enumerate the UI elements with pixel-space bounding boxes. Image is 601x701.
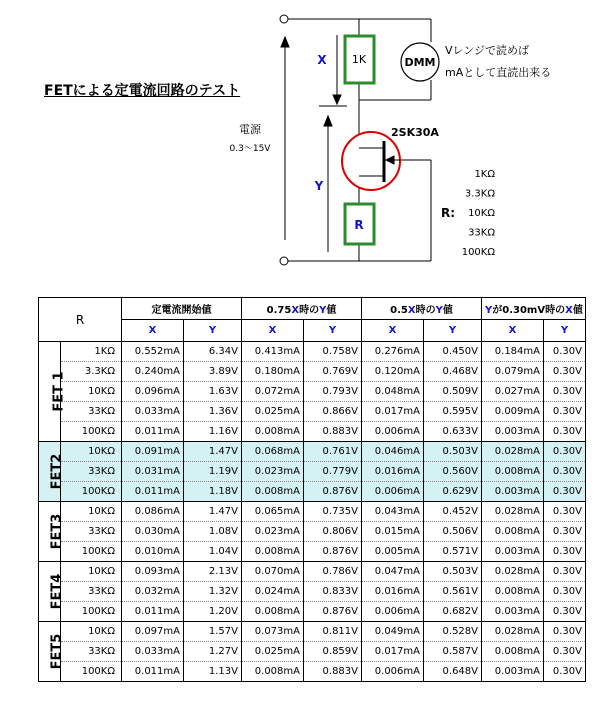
table-row (39, 462, 586, 482)
value-cell: 0.017mA (362, 642, 424, 662)
value-cell: 0.883V (304, 422, 362, 442)
value-cell: 0.031mA (122, 462, 184, 482)
value-cell: 0.046mA (362, 442, 424, 462)
value-cell: 0.769V (304, 362, 362, 382)
value-cell: 0.032mA (122, 582, 184, 602)
table-row (39, 582, 586, 602)
group-header (242, 298, 362, 320)
group-header-part: X (291, 305, 300, 316)
value-cell: 0.025mA (242, 402, 304, 422)
resistance-cell: 33KΩ (61, 522, 122, 542)
fet-group-label (39, 502, 65, 562)
value-cell: 1.32V (184, 582, 242, 602)
value-cell: 0.047mA (362, 562, 424, 582)
dmm-note-1: Vレンジで読めば (445, 44, 529, 57)
value-cell: 0.024mA (242, 582, 304, 602)
group-header-part: X (407, 305, 416, 316)
value-cell: 0.016mA (362, 462, 424, 482)
value-cell: 0.468V (424, 362, 482, 382)
value-cell: 0.003mA (482, 542, 544, 562)
x-arrow (333, 35, 341, 104)
value-cell: 0.070mA (242, 562, 304, 582)
sub-header-y: Y (304, 320, 362, 342)
group-header-part: 時の (299, 305, 320, 316)
value-cell: 0.008mA (242, 422, 304, 442)
terminal-bottom (280, 257, 288, 265)
value-cell: 0.30V (544, 662, 586, 682)
table-row (39, 382, 586, 402)
value-cell: 0.883V (304, 662, 362, 682)
resistance-cell: 33KΩ (61, 582, 122, 602)
value-cell: 1.18V (184, 482, 242, 502)
group-header-part: 値 (572, 305, 583, 316)
value-cell: 3.89V (184, 362, 242, 382)
value-cell: 0.072mA (242, 382, 304, 402)
r-list-label: R: (441, 206, 456, 220)
table-row (39, 442, 586, 462)
value-cell: 0.065mA (242, 502, 304, 522)
value-cell: 0.30V (544, 582, 586, 602)
value-cell: 0.452V (424, 502, 482, 522)
value-cell: 0.003mA (482, 602, 544, 622)
table-row (39, 362, 586, 382)
table-row (39, 602, 586, 622)
value-cell: 1.04V (184, 542, 242, 562)
value-cell: 0.876V (304, 602, 362, 622)
resistance-cell: 33KΩ (61, 642, 122, 662)
table-row (39, 482, 586, 502)
x-label: X (317, 53, 327, 67)
group-header (482, 298, 586, 320)
table-row (39, 522, 586, 542)
value-cell: 0.023mA (242, 462, 304, 482)
value-cell: 0.003mA (482, 662, 544, 682)
value-cell: 0.30V (544, 542, 586, 562)
value-cell: 1.19V (184, 462, 242, 482)
group-header-part: X (565, 305, 573, 316)
value-cell: 0.008mA (242, 602, 304, 622)
value-cell: 0.30V (544, 362, 586, 382)
value-cell: 0.595V (424, 402, 482, 422)
value-cell: 0.811V (304, 622, 362, 642)
value-cell: 6.34V (184, 342, 242, 362)
sub-header-x: X (362, 320, 424, 342)
group-header (122, 298, 242, 320)
circuit-schematic (0, 0, 601, 290)
value-cell: 0.30V (544, 602, 586, 622)
value-cell: 0.180mA (242, 362, 304, 382)
group-header-part: 時の (415, 305, 436, 316)
value-cell: 0.028mA (482, 442, 544, 462)
group-header-part: 値 (442, 305, 453, 316)
value-cell: 0.009mA (482, 402, 544, 422)
value-cell: 1.57V (184, 622, 242, 642)
value-cell: 0.561V (424, 582, 482, 602)
resistance-cell: 100KΩ (61, 602, 122, 622)
group-header-part: 定電流開始値 (151, 305, 212, 316)
table-row (39, 542, 586, 562)
value-cell: 1.16V (184, 422, 242, 442)
value-cell: 0.30V (544, 482, 586, 502)
value-cell: 1.47V (184, 502, 242, 522)
value-cell: 0.276mA (362, 342, 424, 362)
value-cell: 0.006mA (362, 482, 424, 502)
fet-group-label (39, 622, 65, 682)
value-cell: 0.552mA (122, 342, 184, 362)
value-cell: 0.786V (304, 562, 362, 582)
value-cell: 0.008mA (242, 542, 304, 562)
group-header-part: が0.30mV時の (492, 305, 566, 316)
resistance-cell: 10KΩ (61, 622, 122, 642)
value-cell: 0.30V (544, 562, 586, 582)
value-cell: 0.028mA (482, 502, 544, 522)
fet-group-label-text: FET2 (49, 453, 65, 490)
sub-header-y: Y (424, 320, 482, 342)
value-cell: 0.003mA (482, 482, 544, 502)
resistance-cell: 100KΩ (61, 422, 122, 442)
value-cell: 0.30V (544, 642, 586, 662)
value-cell: 0.30V (544, 342, 586, 362)
y-arrow (324, 116, 332, 252)
table-row (39, 422, 586, 442)
value-cell: 0.761V (304, 442, 362, 462)
value-cell: 0.30V (544, 402, 586, 422)
r-value-item: 33KΩ (468, 227, 495, 239)
sub-header-x: X (482, 320, 544, 342)
value-cell: 0.006mA (362, 662, 424, 682)
value-cell: 0.30V (544, 442, 586, 462)
group-header-part: Y (319, 305, 327, 316)
fet-group-label (39, 442, 65, 502)
value-cell: 0.086mA (122, 502, 184, 522)
r-value-item: 3.3KΩ (464, 188, 495, 200)
fet-group-label (39, 342, 67, 442)
value-cell: 0.010mA (122, 542, 184, 562)
value-cell: 0.240mA (122, 362, 184, 382)
fet-group-label-text: FET5 (49, 633, 65, 670)
value-cell: 0.011mA (122, 482, 184, 502)
value-cell: 0.006mA (362, 422, 424, 442)
value-cell: 0.093mA (122, 562, 184, 582)
value-cell: 0.043mA (362, 502, 424, 522)
resistor-1k-label: 1K (351, 53, 367, 66)
col-header-r: R (39, 298, 122, 342)
value-cell: 0.048mA (362, 382, 424, 402)
r-value-item: 100KΩ (461, 247, 495, 258)
value-cell: 0.017mA (362, 402, 424, 422)
power-range: 0.3～15V (229, 144, 271, 154)
value-cell: 0.011mA (122, 602, 184, 622)
value-cell: 0.30V (544, 382, 586, 402)
group-header-part: 0.75 (266, 305, 292, 316)
table-row (39, 562, 586, 582)
value-cell: 0.506V (424, 522, 482, 542)
value-cell: 0.011mA (122, 422, 184, 442)
value-cell: 0.560V (424, 462, 482, 482)
group-header-part: 値 (326, 305, 337, 316)
value-cell: 0.876V (304, 542, 362, 562)
group-header-part: 0.5 (390, 305, 408, 316)
group-header-part: Y (485, 305, 493, 316)
value-cell: 0.073mA (242, 622, 304, 642)
resistance-cell: 33KΩ (61, 402, 122, 422)
value-cell: 0.779V (304, 462, 362, 482)
value-cell: 0.096mA (122, 382, 184, 402)
fet-name: 2SK30A (391, 126, 439, 139)
value-cell: 0.30V (544, 422, 586, 442)
dmm-label: DMM (404, 56, 436, 69)
resistance-cell: 10KΩ (61, 442, 122, 462)
r-value-item: 1KΩ (474, 169, 495, 180)
measurement-table (38, 297, 586, 682)
table-row (39, 402, 586, 422)
value-cell: 0.008mA (482, 642, 544, 662)
resistance-cell: 10KΩ (61, 562, 122, 582)
fet-group-label-text: FET 1 (51, 371, 67, 412)
value-cell: 0.629V (424, 482, 482, 502)
value-cell: 0.184mA (482, 342, 544, 362)
power-arrow (281, 37, 289, 240)
terminal-top (280, 15, 288, 23)
value-cell: 0.011mA (122, 662, 184, 682)
dmm-note-2: mAとして直読出来る (445, 66, 552, 79)
table-row (39, 642, 586, 662)
sub-header-x: X (122, 320, 184, 342)
value-cell: 0.008mA (242, 482, 304, 502)
value-cell: 0.806V (304, 522, 362, 542)
fet-group-label-text: FET4 (49, 573, 65, 610)
value-cell: 0.503V (424, 562, 482, 582)
r-value-list (462, 169, 496, 258)
value-cell: 0.571V (424, 542, 482, 562)
resistance-cell: 10KΩ (61, 382, 122, 402)
value-cell: 0.027mA (482, 382, 544, 402)
value-cell: 0.008mA (482, 582, 544, 602)
value-cell: 0.876V (304, 482, 362, 502)
value-cell: 0.503V (424, 442, 482, 462)
value-cell: 0.097mA (122, 622, 184, 642)
value-cell: 1.63V (184, 382, 242, 402)
resistance-cell: 33KΩ (61, 462, 122, 482)
value-cell: 0.758V (304, 342, 362, 362)
value-cell: 0.587V (424, 642, 482, 662)
value-cell: 0.30V (544, 622, 586, 642)
value-cell: 0.028mA (482, 562, 544, 582)
resistor-r-label: R (354, 218, 364, 232)
r-value-item: 10KΩ (468, 208, 495, 219)
value-cell: 0.008mA (482, 462, 544, 482)
table-row (39, 622, 586, 642)
resistance-cell: 10KΩ (61, 502, 122, 522)
table-row (39, 662, 586, 682)
value-cell: 0.528V (424, 622, 482, 642)
group-header-part: Y (435, 305, 443, 316)
value-cell: 0.509V (424, 382, 482, 402)
value-cell: 0.120mA (362, 362, 424, 382)
value-cell: 0.005mA (362, 542, 424, 562)
value-cell: 0.413mA (242, 342, 304, 362)
table-row (39, 502, 586, 522)
resistance-cell: 100KΩ (61, 662, 122, 682)
value-cell: 0.30V (544, 522, 586, 542)
value-cell: 1.20V (184, 602, 242, 622)
value-cell: 0.008mA (242, 662, 304, 682)
value-cell: 0.859V (304, 642, 362, 662)
value-cell: 0.735V (304, 502, 362, 522)
value-cell: 0.30V (544, 502, 586, 522)
value-cell: 1.13V (184, 662, 242, 682)
table-row (39, 342, 586, 362)
value-cell: 0.866V (304, 402, 362, 422)
value-cell: 0.025mA (242, 642, 304, 662)
value-cell: 0.793V (304, 382, 362, 402)
value-cell: 0.033mA (122, 642, 184, 662)
resistance-cell: 1KΩ (61, 342, 122, 362)
value-cell: 0.682V (424, 602, 482, 622)
power-label: 電源 (239, 123, 261, 136)
value-cell: 0.068mA (242, 442, 304, 462)
value-cell: 0.016mA (362, 582, 424, 602)
value-cell: 0.049mA (362, 622, 424, 642)
value-cell: 0.079mA (482, 362, 544, 382)
value-cell: 1.27V (184, 642, 242, 662)
value-cell: 0.091mA (122, 442, 184, 462)
value-cell: 0.030mA (122, 522, 184, 542)
value-cell: 0.008mA (482, 522, 544, 542)
group-header (362, 298, 482, 320)
sub-header-y: Y (184, 320, 242, 342)
value-cell: 0.028mA (482, 622, 544, 642)
value-cell: 0.648V (424, 662, 482, 682)
value-cell: 0.023mA (242, 522, 304, 542)
value-cell: 1.47V (184, 442, 242, 462)
value-cell: 0.003mA (482, 422, 544, 442)
value-cell: 0.633V (424, 422, 482, 442)
value-cell: 0.450V (424, 342, 482, 362)
resistance-cell: 3.3KΩ (61, 362, 122, 382)
resistance-cell: 100KΩ (61, 542, 122, 562)
value-cell: 0.30V (544, 462, 586, 482)
value-cell: 2.13V (184, 562, 242, 582)
value-cell: 1.36V (184, 402, 242, 422)
value-cell: 1.08V (184, 522, 242, 542)
value-cell: 0.006mA (362, 602, 424, 622)
sub-header-y: Y (544, 320, 586, 342)
y-label: Y (314, 179, 324, 193)
fet-group-label (39, 562, 65, 622)
value-cell: 0.833V (304, 582, 362, 602)
value-cell: 0.015mA (362, 522, 424, 542)
value-cell: 0.033mA (122, 402, 184, 422)
sub-header-x: X (242, 320, 304, 342)
resistance-cell: 100KΩ (61, 482, 122, 502)
fet-group-label-text: FET3 (49, 513, 65, 550)
page-title: FETによる定電流回路のテスト (44, 83, 241, 99)
